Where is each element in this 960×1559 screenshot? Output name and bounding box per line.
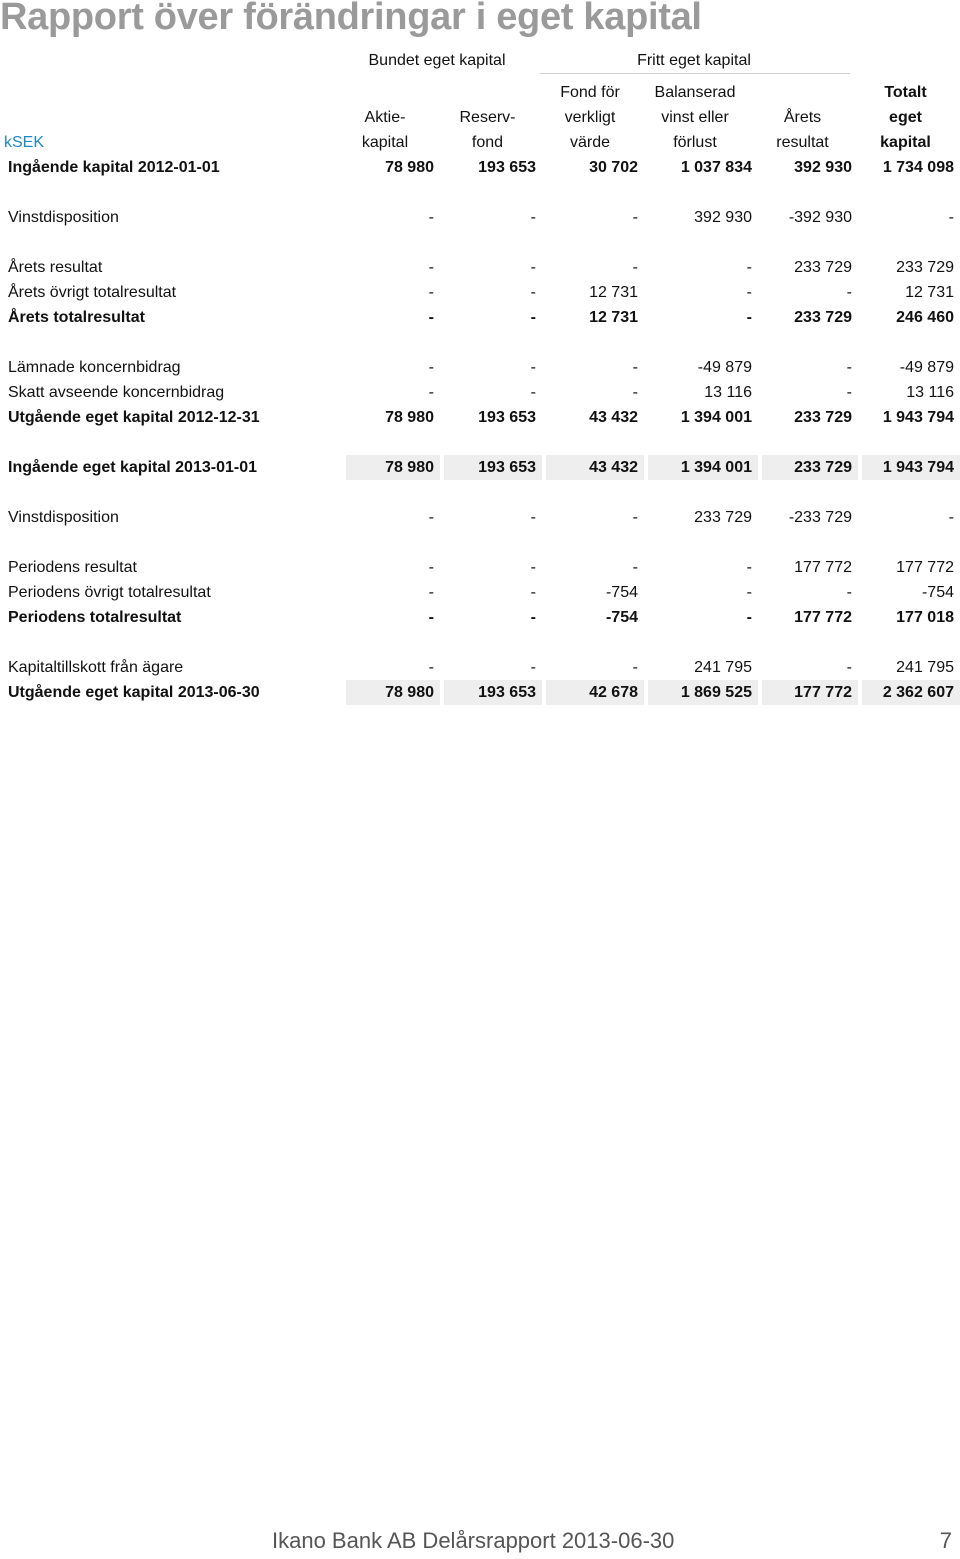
row-value: 193 653 bbox=[444, 455, 542, 480]
row-value: 1 943 794 bbox=[862, 455, 960, 480]
row-value: 43 432 bbox=[546, 455, 644, 480]
row-value: 233 729 bbox=[794, 408, 852, 426]
row-value: -49 879 bbox=[697, 358, 752, 376]
row-value: - bbox=[846, 658, 852, 676]
table-row bbox=[4, 355, 960, 380]
row-value: 193 653 bbox=[478, 408, 536, 426]
row-value: 1 037 834 bbox=[680, 158, 752, 176]
row-label: Årets totalresultat bbox=[8, 308, 145, 326]
table-row bbox=[4, 580, 960, 605]
spacer-row bbox=[4, 180, 960, 205]
row-label: Kapitaltillskott från ägare bbox=[8, 658, 184, 676]
row-value: - bbox=[428, 658, 434, 676]
group-header-fritt: Fritt eget kapital bbox=[637, 52, 751, 69]
row-value: -49 879 bbox=[899, 358, 954, 376]
row-label: Utgående eget kapital 2012-12-31 bbox=[8, 408, 260, 426]
table-row bbox=[4, 505, 960, 530]
row-label: Skatt avseende koncernbidrag bbox=[8, 383, 225, 401]
row-value: 241 795 bbox=[896, 658, 954, 676]
row-value: 78 980 bbox=[385, 408, 434, 426]
row-value: 392 930 bbox=[794, 158, 852, 176]
table-row bbox=[4, 280, 960, 305]
row-value: - bbox=[428, 383, 434, 401]
page-title: Rapport över förändringar i eget kapital bbox=[0, 0, 702, 38]
row-label: Årets resultat bbox=[8, 258, 103, 276]
row-value: - bbox=[530, 383, 536, 401]
row-value: - bbox=[428, 308, 434, 326]
row-value: - bbox=[530, 283, 536, 301]
row-label: Periodens resultat bbox=[8, 558, 137, 576]
row-value: 246 460 bbox=[896, 308, 954, 326]
row-value: 13 116 bbox=[906, 383, 954, 401]
row-value: - bbox=[530, 658, 536, 676]
spacer-row bbox=[4, 430, 960, 455]
row-value: - bbox=[846, 383, 852, 401]
row-value: 2 362 607 bbox=[862, 680, 960, 705]
table-row bbox=[4, 605, 960, 630]
row-value: - bbox=[428, 508, 434, 526]
row-value: 233 729 bbox=[794, 308, 852, 326]
row-value: 78 980 bbox=[385, 158, 434, 176]
row-value: 13 116 bbox=[704, 383, 752, 401]
row-value: - bbox=[428, 258, 434, 276]
row-value: - bbox=[746, 583, 752, 601]
row-label: Ingående eget kapital 2013-01-01 bbox=[4, 455, 342, 480]
row-label: Vinstdisposition bbox=[8, 508, 119, 526]
row-value: - bbox=[632, 358, 638, 376]
table-row bbox=[4, 680, 960, 705]
row-value: - bbox=[530, 508, 536, 526]
row-value: 177 018 bbox=[896, 608, 954, 626]
row-value: 78 980 bbox=[346, 455, 440, 480]
row-value: 177 772 bbox=[896, 558, 954, 576]
row-value: - bbox=[530, 258, 536, 276]
row-value: 177 772 bbox=[794, 608, 852, 626]
row-label: Periodens övrigt totalresultat bbox=[8, 583, 211, 601]
row-value: 177 772 bbox=[794, 558, 852, 576]
row-label: Periodens totalresultat bbox=[8, 608, 182, 626]
spacer-row bbox=[4, 630, 960, 655]
group-header-bundet: Bundet eget kapital bbox=[368, 52, 506, 69]
row-value: 177 772 bbox=[762, 680, 858, 705]
row-value: - bbox=[632, 508, 638, 526]
row-value: -754 bbox=[605, 608, 638, 626]
table-row bbox=[4, 305, 960, 330]
row-value: - bbox=[428, 208, 434, 226]
row-value: -233 729 bbox=[788, 508, 852, 526]
row-value: - bbox=[530, 358, 536, 376]
group-underline bbox=[540, 73, 850, 74]
row-value: - bbox=[846, 583, 852, 601]
row-value: - bbox=[746, 308, 752, 326]
row-value: - bbox=[846, 283, 852, 301]
row-value: 1 734 098 bbox=[882, 158, 954, 176]
spacer-row bbox=[4, 230, 960, 255]
row-value: 30 702 bbox=[589, 158, 638, 176]
row-value: - bbox=[846, 358, 852, 376]
row-value: - bbox=[746, 258, 752, 276]
row-value: - bbox=[632, 208, 638, 226]
row-value: - bbox=[746, 283, 752, 301]
table-row bbox=[4, 405, 960, 430]
row-value: - bbox=[632, 383, 638, 401]
row-value: - bbox=[428, 558, 434, 576]
table-row bbox=[4, 655, 960, 680]
row-value: 1 943 794 bbox=[882, 408, 954, 426]
row-value: 193 653 bbox=[478, 158, 536, 176]
table-row bbox=[4, 155, 960, 180]
row-value: - bbox=[632, 658, 638, 676]
row-value: 392 930 bbox=[694, 208, 752, 226]
row-value: - bbox=[530, 558, 536, 576]
row-value: 12 731 bbox=[905, 283, 954, 301]
row-value: - bbox=[428, 583, 434, 601]
row-value: - bbox=[746, 608, 752, 626]
row-label: Ingående kapital 2012-01-01 bbox=[8, 158, 220, 176]
row-value: 1 394 001 bbox=[680, 408, 752, 426]
row-value: - bbox=[530, 583, 536, 601]
row-value: 233 729 bbox=[794, 258, 852, 276]
spacer-row bbox=[4, 330, 960, 355]
row-value: - bbox=[428, 358, 434, 376]
table-row bbox=[4, 255, 960, 280]
table-row bbox=[4, 555, 960, 580]
row-value: 1 869 525 bbox=[648, 680, 758, 705]
row-value: - bbox=[530, 208, 536, 226]
row-value: -754 bbox=[605, 583, 638, 601]
row-value: 1 394 001 bbox=[648, 455, 758, 480]
table-row bbox=[4, 205, 960, 230]
table-row bbox=[4, 455, 960, 480]
row-value: - bbox=[632, 258, 638, 276]
footer-text: Ikano Bank AB Delårsrapport 2013-06-30 bbox=[272, 1528, 675, 1553]
spacer-row bbox=[4, 480, 960, 505]
row-label: Vinstdisposition bbox=[8, 208, 119, 226]
row-value: - bbox=[428, 283, 434, 301]
equity-changes-table bbox=[0, 155, 960, 705]
row-value: 78 980 bbox=[346, 680, 440, 705]
row-value: - bbox=[530, 308, 536, 326]
row-label: Årets övrigt totalresultat bbox=[8, 283, 177, 301]
row-value: - bbox=[632, 558, 638, 576]
row-value: - bbox=[948, 208, 954, 226]
ksek-label: kSEK bbox=[4, 134, 45, 151]
row-value: 12 731 bbox=[589, 308, 638, 326]
row-value: 42 678 bbox=[546, 680, 644, 705]
page-number: 7 bbox=[939, 1528, 952, 1553]
row-value: -754 bbox=[921, 583, 954, 601]
row-label: Utgående eget kapital 2013-06-30 bbox=[4, 680, 342, 705]
row-value: 233 729 bbox=[896, 258, 954, 276]
spacer-row bbox=[4, 530, 960, 555]
table-row bbox=[4, 380, 960, 405]
row-value: 43 432 bbox=[589, 408, 638, 426]
row-label: Lämnade koncernbidrag bbox=[8, 358, 181, 376]
row-value: 12 731 bbox=[589, 283, 638, 301]
row-value: 233 729 bbox=[762, 455, 858, 480]
row-value: - bbox=[948, 508, 954, 526]
row-value: 241 795 bbox=[694, 658, 752, 676]
row-value: -392 930 bbox=[788, 208, 852, 226]
row-value: - bbox=[530, 608, 536, 626]
row-value: - bbox=[428, 608, 434, 626]
row-value: 193 653 bbox=[444, 680, 542, 705]
row-value: 233 729 bbox=[694, 508, 752, 526]
row-value: - bbox=[746, 558, 752, 576]
